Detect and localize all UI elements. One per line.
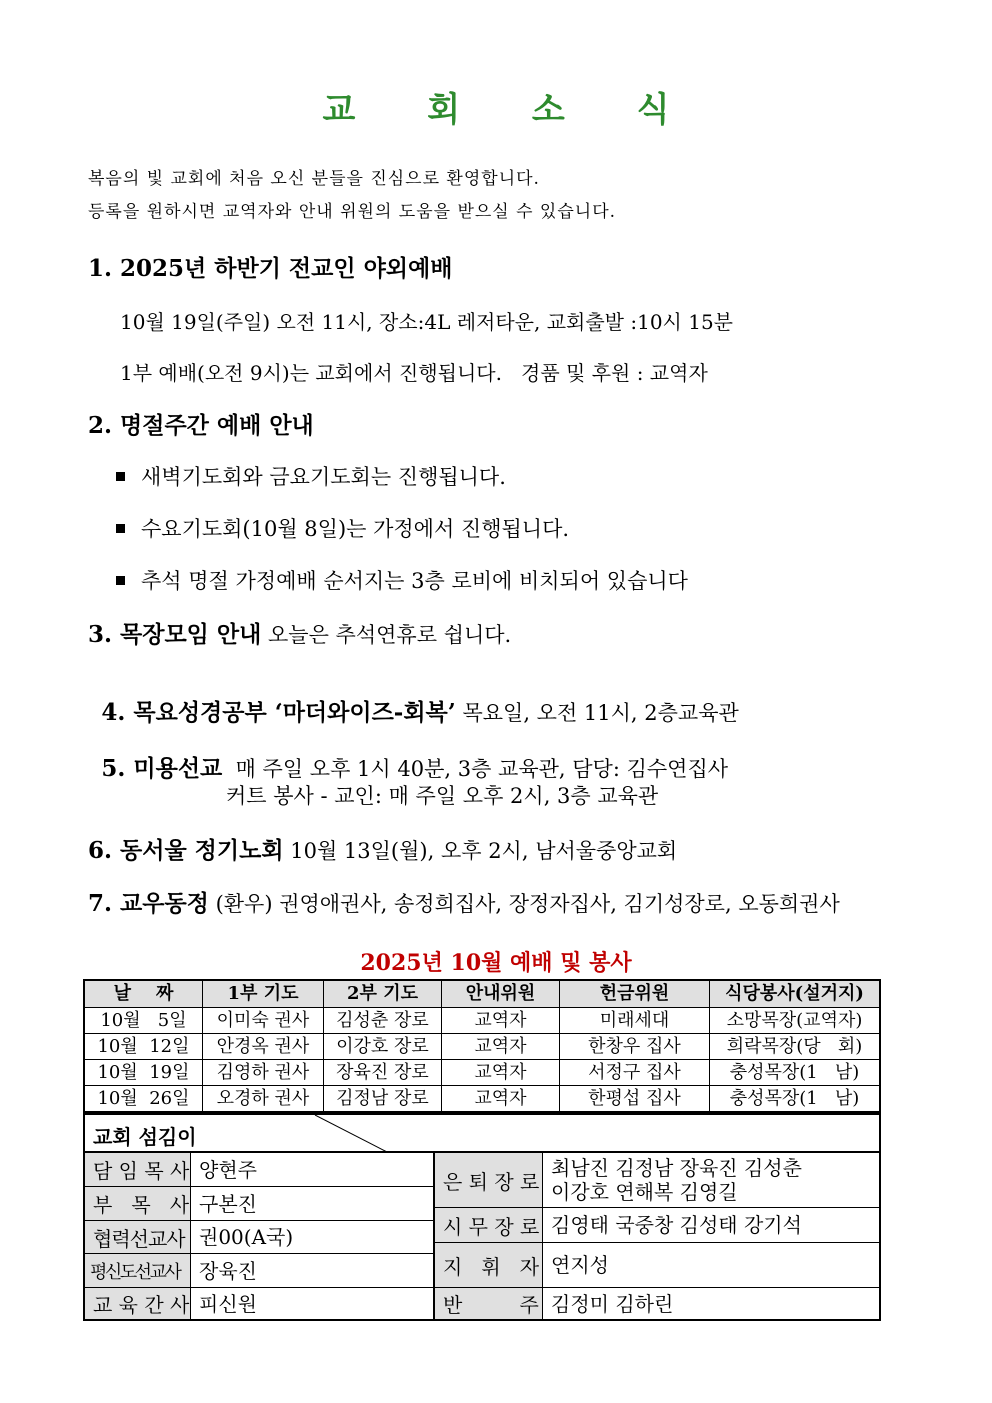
outdoor-worship-details: 10월 19일(주일) 오전 11시, 장소:4L 레저타운, 교회출발 :10시 15분 <box>120 310 733 334</box>
bullet-square-icon <box>116 472 125 481</box>
section-outdoor-worship <box>88 250 452 283</box>
table-row: 10월 19일 김영하 권사 장육진 장로 교역자 서정구 집사 충성목장(1 남) <box>84 1060 880 1086</box>
staff-right-column <box>435 1153 879 1319</box>
retired-elders-line-1: 최남진 김정남 장육진 김성춘 <box>551 1156 802 1180</box>
section-member-news: 7. 교우동정 (환우) 권영애권사, 송정희집사, 장정자집사, 김기성장로, 오동희권사 <box>88 890 840 917</box>
header-prayer-2: 2부 기도 <box>324 980 442 1008</box>
table-row: 10월 26일 오경하 권사 김정남 장로 교역자 한평섭 집사 충성목장(1 남) <box>84 1086 880 1113</box>
schedule-table <box>83 979 881 1113</box>
header-usher: 안내위원 <box>442 980 560 1008</box>
header-prayer-1: 1부 기도 <box>203 980 324 1008</box>
section-cell-meeting: 3. 목장모임 안내 오늘은 추석연휴로 쉽니다. <box>88 621 512 648</box>
bullet-square-icon <box>116 524 125 533</box>
list-item: 새벽기도회와 금요기도회는 진행됩니다. <box>116 461 506 491</box>
staff-title: 교회 섬김이 <box>93 1125 197 1149</box>
outdoor-worship-note: 1부 예배(오전 9시)는 교회에서 진행됩니다. 경품 및 후원 : 교역자 <box>120 361 708 385</box>
section-heading: 1. 2025년 하반기 전교인 야외예배 <box>88 255 453 282</box>
welcome-text: 복음의 빛 교회에 처음 오신 분들을 진심으로 환영합니다. <box>88 169 540 189</box>
header-kitchen: 식당봉사(설거지) <box>710 980 881 1008</box>
staff-table <box>83 1151 881 1321</box>
section-heading: 2. 명절주간 예배 안내 <box>88 412 314 439</box>
header-date: 날 짜 <box>84 980 203 1008</box>
table-row: 10월 12일 안경옥 권사 이강호 장로 교역자 한창우 집사 희락목장(당 회) <box>84 1034 880 1060</box>
page-title: 교 회 소 식 <box>322 90 700 130</box>
section-bible-study: 4. 목요성경공부 ‘마더와이즈-회복’ 목요일, 오전 11시, 2층교육관 <box>101 699 739 726</box>
beauty-mission-haircut: 커트 봉사 - 교인: 매 주일 오후 2시, 3층 교육관 <box>226 784 659 808</box>
staff-row: 부 목 사 구본진 <box>85 1187 433 1221</box>
staff-row: 담 임 목 사 양현주 <box>85 1153 433 1187</box>
table-row: 10월 5일 이미숙 권사 김성춘 장로 교역자 미래세대 소망목장(교역자) <box>84 1008 880 1034</box>
table-header-row <box>84 980 880 1008</box>
schedule-title: 2025년 10월 예배 및 봉사 <box>360 950 632 976</box>
retired-elders-line-2: 이강호 연해복 김영길 <box>551 1180 738 1204</box>
list-item: 추석 명절 가정예배 순서지는 3층 로비에 비치되어 있습니다 <box>116 565 688 595</box>
staff-left-column <box>85 1153 435 1319</box>
section-beauty-mission: 5. 미용선교 매 주일 오후 1시 40분, 3층 교육관, 담당: 김수연집사 <box>101 755 729 782</box>
bullet-square-icon <box>116 576 125 585</box>
staff-row: 협력선교사 권00(A국) <box>85 1221 433 1254</box>
header-offering: 헌금위원 <box>560 980 710 1008</box>
staff-row: 지 휘 자 연지성 <box>435 1243 879 1288</box>
section-presbytery: 6. 동서울 정기노회 10월 13일(월), 오후 2시, 남서울중앙교회 <box>88 837 678 864</box>
staff-row: 은 퇴 장 로 최남진 김정남 장육진 김성춘 이강호 연해복 김영길 <box>435 1153 879 1208</box>
staff-row: 평신도선교사 장육진 <box>85 1254 433 1288</box>
section-holiday-worship <box>88 407 314 440</box>
registration-text: 등록을 원하시면 교역자와 안내 위원의 도움을 받으실 수 있습니다. <box>88 202 617 222</box>
staff-row: 시 무 장 로 김영태 국중창 김성태 강기석 <box>435 1208 879 1243</box>
list-item: 수요기도회(10월 8일)는 가정에서 진행됩니다. <box>116 513 569 543</box>
diagonal-line-icon <box>85 1115 883 1153</box>
staff-row: 교 육 간 사 피신원 <box>85 1288 433 1319</box>
staff-row: 반 주 김정미 김하린 <box>435 1288 879 1319</box>
staff-header <box>83 1113 881 1151</box>
